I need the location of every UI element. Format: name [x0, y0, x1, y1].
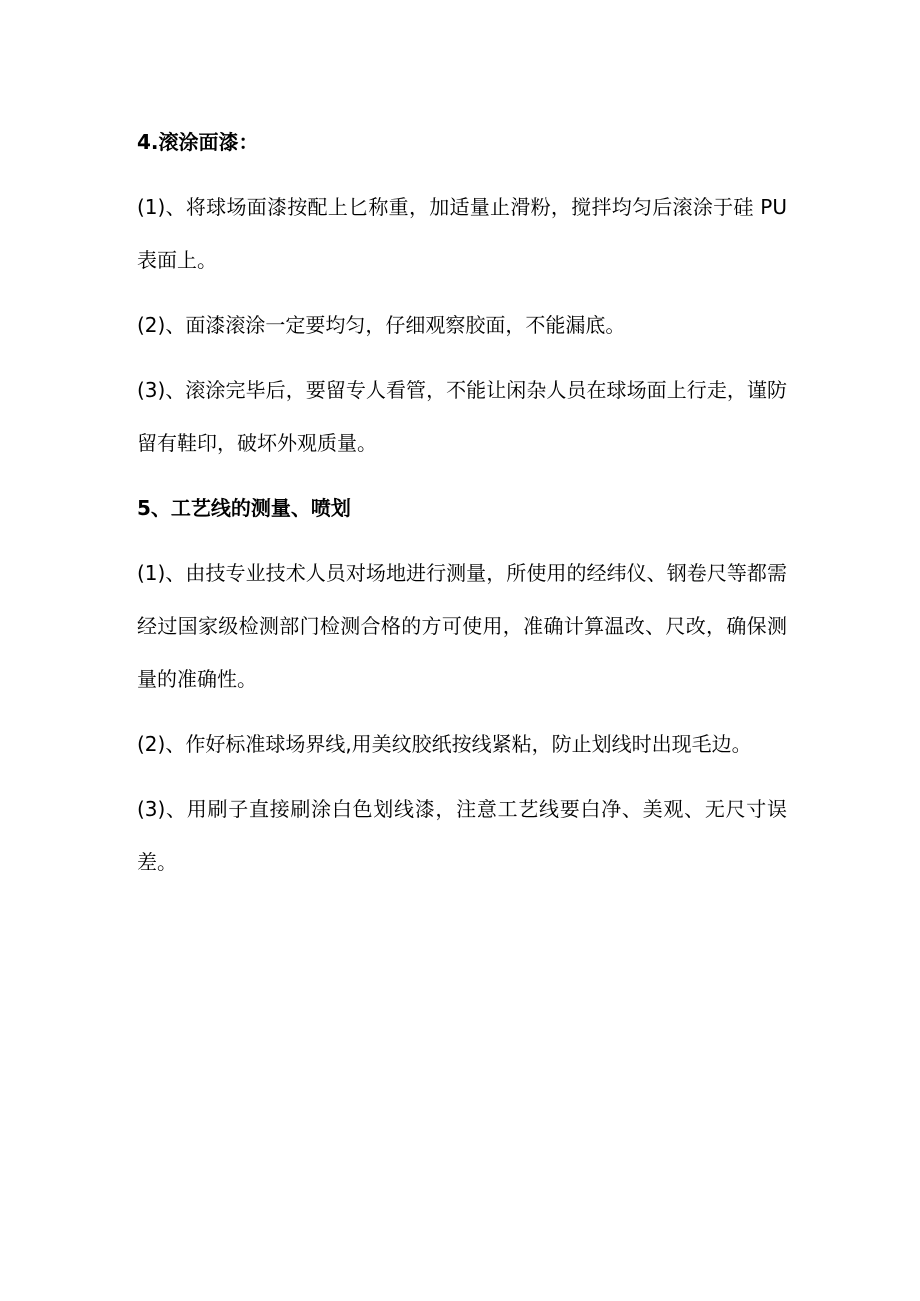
section-4-heading: 4.滚涂面漆： — [137, 130, 259, 154]
section-5-item-3: (3)、用刷子直接刷涂白色划线漆，注意工艺线要白净、美观、无尺寸误差。 — [137, 797, 787, 874]
section-5-item-1: (1)、由技专业技术人员对场地进行测量，所使用的经纬仪、钢卷尺等都需经过国家级检测部门检测合格的方可使用，准确计算温改、尺改，确保测量的准确性。 — [137, 561, 787, 691]
section-5-heading: 5、工艺线的测量、喷划 — [137, 496, 351, 520]
section-5-item-2: (2)、作好标准球场界线,用美纹胶纸按线紧粘，防止划线时出现毛边。 — [137, 732, 752, 756]
section-4-item-3: (3)、滚涂完毕后，要留专人看管，不能让闲杂人员在球场面上行走，谨防留有鞋印，破坏外观质量。 — [137, 378, 787, 455]
document-body — [137, 116, 787, 901]
section-4-item-1: (1)、将球场面漆按配上匕称重，加适量止滑粉，搅拌均匀后滚涂于硅 PU 表面上。 — [137, 195, 787, 272]
section-4-item-2: (2)、面漆滚涂一定要均匀，仔细观察胶面，不能漏底。 — [137, 313, 626, 337]
